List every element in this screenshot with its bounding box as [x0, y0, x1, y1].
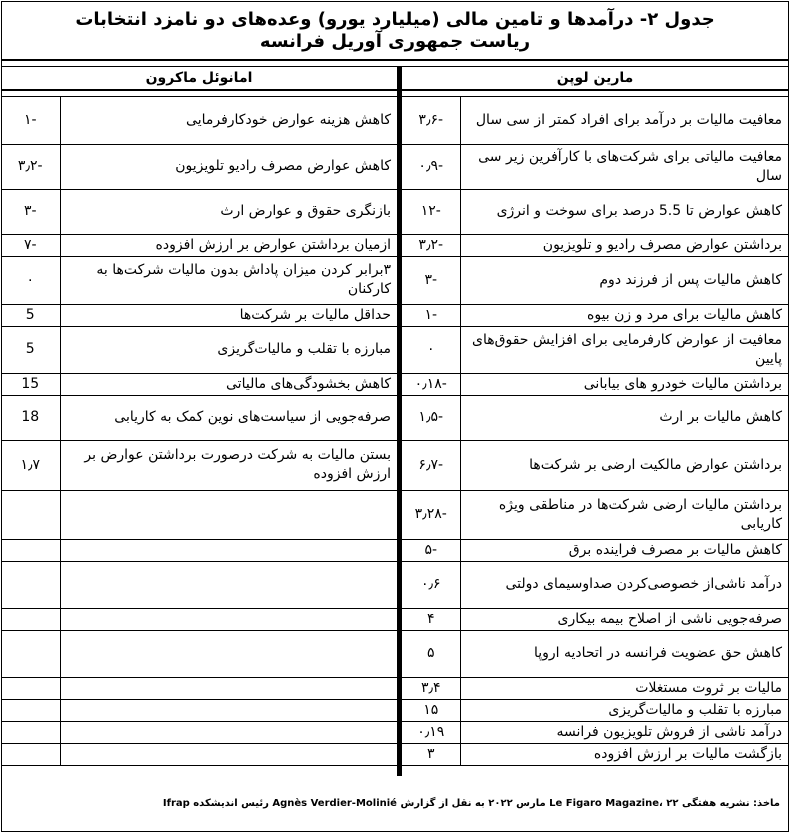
table-row [402, 144, 788, 189]
row-value: ۴ [402, 608, 460, 630]
le-pen-column [397, 66, 788, 776]
title-line-2: ریاست جمهوری آوریل فرانسه [259, 30, 531, 52]
row-value: ۱۵ [402, 699, 460, 721]
row-description: کاهش مالیات برای مرد و زن بیوه [460, 304, 788, 326]
table-title [2, 2, 788, 61]
row-description: کاهش مالیات بر ارث [460, 395, 788, 440]
row-description [60, 608, 397, 630]
row-value [1, 561, 60, 608]
row-description: کاهش بخشودگی‌های مالیاتی [60, 373, 397, 395]
table-row [402, 561, 788, 608]
table-row [1, 144, 397, 189]
row-value: -۳٫۲ [1, 144, 60, 189]
table-row [1, 630, 397, 677]
table-row [402, 97, 788, 144]
row-value: ۳٫۴ [402, 677, 460, 699]
row-description: معافیت از عوارض کارفرمایی برای افزایش حقوق‌های پایین [460, 326, 788, 373]
table-row [1, 677, 397, 699]
table-row [1, 234, 397, 256]
title-line-1: جدول ۲- درآمدها و تامین مالی (میلیارد یورو) وعده‌های دو نامزد انتخابات [75, 8, 715, 30]
row-description: کاهش حق عضویت فرانسه در اتحادیه اروپا [460, 630, 788, 677]
row-value: 18 [1, 395, 60, 440]
row-description: درآمد ناشی‌از خصوصی‌کردن صداوسیمای دولتی [460, 561, 788, 608]
table-row [402, 677, 788, 699]
row-description [60, 561, 397, 608]
row-description: ازمیان برداشتن عوارض بر ارزش افزوده [60, 234, 397, 256]
row-description: بازگشت مالیات بر ارزش افزوده [460, 743, 788, 765]
row-description: برداشتن عوارض مالکیت ارضی بر شرکت‌ها [460, 440, 788, 490]
row-description: مالیات بر ثروت مستغلات [460, 677, 788, 699]
table-row [402, 326, 788, 373]
row-value: 15 [1, 373, 60, 395]
table-row [402, 608, 788, 630]
table-row [402, 490, 788, 539]
row-description: برداشتن مالیات خودرو های بیابانی [460, 373, 788, 395]
table-row [1, 326, 397, 373]
table-row [1, 699, 397, 721]
row-value: 5 [1, 326, 60, 373]
table-row [1, 539, 397, 561]
row-value: -۷ [1, 234, 60, 256]
row-description: مبارزه با تقلب و مالیات‌گریزی [60, 326, 397, 373]
row-description: کاهش مالیات پس از فرزند دوم [460, 256, 788, 304]
row-value [1, 677, 60, 699]
row-value [1, 490, 60, 539]
row-value: -۳ [402, 256, 460, 304]
table-row [1, 304, 397, 326]
row-description: درآمد ناشی از فروش تلویزیون فرانسه [460, 721, 788, 743]
row-value [1, 608, 60, 630]
row-description: صرفه‌جویی ناشی از اصلاح بیمه بیکاری [460, 608, 788, 630]
table-row [402, 630, 788, 677]
row-description: برداشتن عوارض مصرف رادیو و تلویزیون [460, 234, 788, 256]
row-value: ۰ [1, 256, 60, 304]
macron-header: امانوئل ماکرون [1, 67, 397, 91]
row-description: کاهش هزینه عوارض خودکارفرمایی [60, 97, 397, 144]
comparison-grid [2, 66, 788, 776]
table-row [1, 440, 397, 490]
row-description [60, 743, 397, 765]
macron-table [1, 97, 397, 766]
row-description [60, 490, 397, 539]
table-row [1, 490, 397, 539]
table-row [1, 189, 397, 234]
revenue-table-document [1, 1, 789, 832]
table-row [402, 256, 788, 304]
row-value: ۵ [402, 630, 460, 677]
source-note: ماخذ: نشریه هفتگی Le Figaro Magazine، ۲۲ مارس ۲۰۲۲ به نقل از گزارش Agnès Verdier-Molinié رئیس اندیشکده Ifrap [162, 798, 780, 809]
row-value: -۳ [1, 189, 60, 234]
table-row [402, 189, 788, 234]
row-value [1, 721, 60, 743]
row-description: حداقل مالیات بر شرکت‌ها [60, 304, 397, 326]
row-value: ۰٫۱۹ [402, 721, 460, 743]
table-row [402, 234, 788, 256]
table-row [1, 256, 397, 304]
row-description [60, 699, 397, 721]
row-description: ۳برابر کردن میزان پاداش بدون مالیات شرکت‌ها به کارکنان [60, 256, 397, 304]
row-value: -۵ [402, 539, 460, 561]
row-description [60, 539, 397, 561]
row-value [1, 743, 60, 765]
table-row [1, 721, 397, 743]
table-row [402, 395, 788, 440]
row-value: -۱٫۵ [402, 395, 460, 440]
row-description: بازنگری حقوق و عوارض ارث [60, 189, 397, 234]
row-value: -۳٫۶ [402, 97, 460, 144]
row-value: 5 [1, 304, 60, 326]
row-value: -۰٫۱۸ [402, 373, 460, 395]
table-row [1, 608, 397, 630]
table-row [402, 699, 788, 721]
le-pen-header: مارین لوپن [402, 67, 788, 91]
row-description: بستن مالیات به شرکت درصورت برداشتن عوارض بر ارزش افزوده [60, 440, 397, 490]
row-value: -۳٫۲۸ [402, 490, 460, 539]
row-description [60, 721, 397, 743]
le-pen-table [402, 97, 788, 766]
row-value: -۱ [1, 97, 60, 144]
row-value [1, 539, 60, 561]
table-row [1, 561, 397, 608]
table-row [402, 440, 788, 490]
row-description: صرفه‌جویی از سیاست‌های نوین کمک به کاریابی [60, 395, 397, 440]
row-value: ۳ [402, 743, 460, 765]
row-description: معافیت مالیات بر درآمد برای افراد کمتر از سی سال [460, 97, 788, 144]
row-value: ۱٫۷ [1, 440, 60, 490]
row-value: -۶٫۷ [402, 440, 460, 490]
table-row [402, 721, 788, 743]
row-description: مبارزه با تقلب و مالیات‌گریزی [460, 699, 788, 721]
table-row [402, 539, 788, 561]
row-description [60, 677, 397, 699]
table-row [402, 373, 788, 395]
row-description: معافیت مالیاتی برای شرکت‌های با کارآفرین زیر سی سال [460, 144, 788, 189]
row-description [60, 630, 397, 677]
row-value [1, 699, 60, 721]
macron-column [1, 66, 397, 776]
table-row [1, 395, 397, 440]
row-value: -۱۲ [402, 189, 460, 234]
table-row [402, 304, 788, 326]
row-value [1, 630, 60, 677]
row-value: -۱ [402, 304, 460, 326]
row-value: -۳٫۲ [402, 234, 460, 256]
table-row [1, 743, 397, 765]
table-row [1, 373, 397, 395]
row-value: -۰٫۹ [402, 144, 460, 189]
table-row [1, 97, 397, 144]
row-value: ۰ [402, 326, 460, 373]
row-description: کاهش عوارض مصرف رادیو تلویزیون [60, 144, 397, 189]
row-description: کاهش مالیات بر مصرف فراینده برق [460, 539, 788, 561]
row-description: برداشتن مالیات ارضی شرکت‌ها در مناطقی ویژه کاریابی [460, 490, 788, 539]
row-value: ۰٫۶ [402, 561, 460, 608]
table-row [402, 743, 788, 765]
row-description: کاهش عوارض تا 5.5 درصد برای سوخت و انرژی [460, 189, 788, 234]
